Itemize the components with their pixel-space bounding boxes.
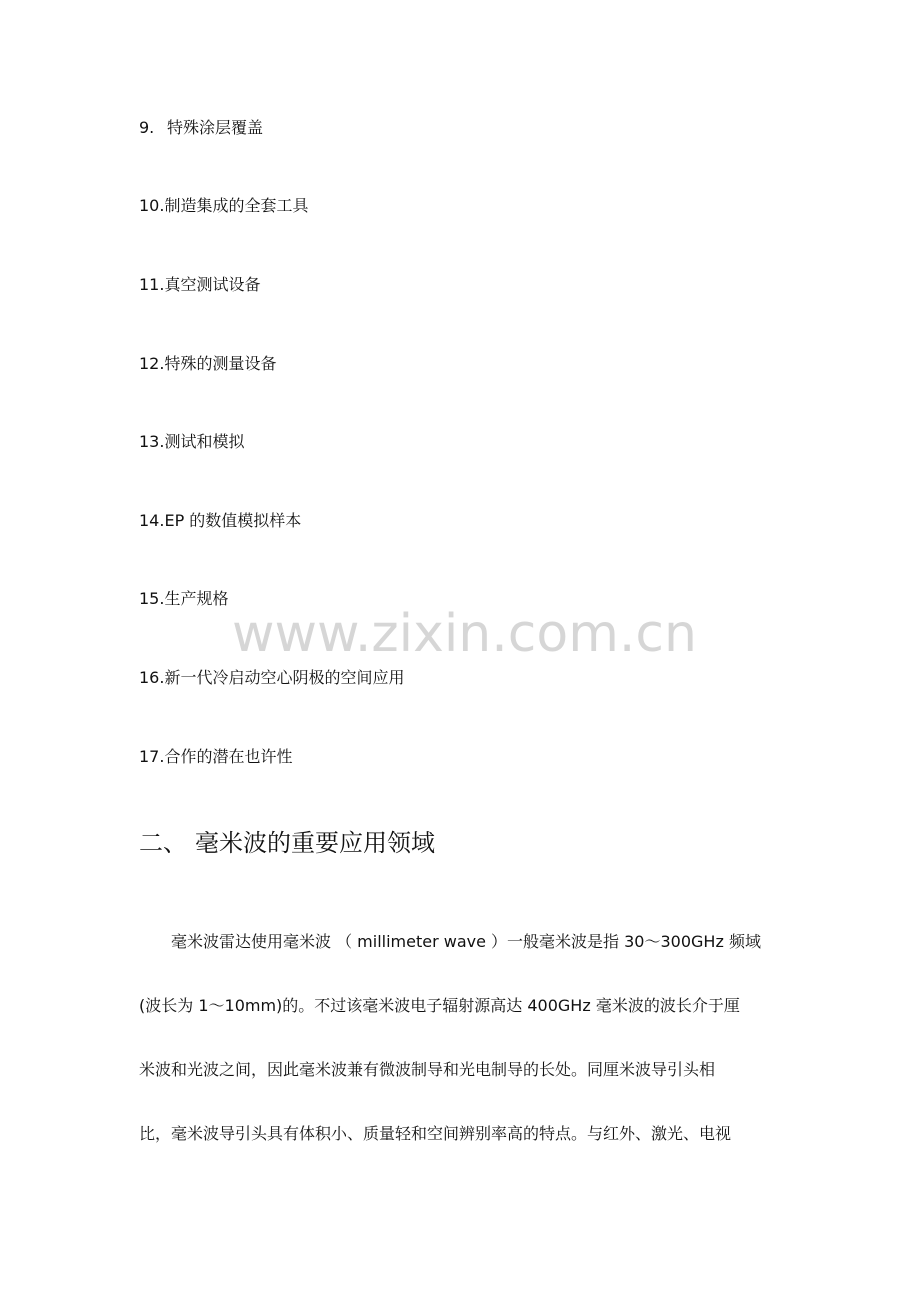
paragraph-line: 米波和光波之间，因此毫米波兼有微波制导和光电制导的长处。同厘米波导引头相 xyxy=(139,1060,716,1079)
watermark: www.zixin.com.cn xyxy=(232,604,697,664)
list-item-number: 14. xyxy=(139,511,165,530)
list-item-text: 测试和模拟 xyxy=(164,432,245,451)
list-item-text: 特殊的测量设备 xyxy=(164,354,277,373)
list-item xyxy=(139,274,260,296)
section-number: 二、 xyxy=(139,829,187,857)
paragraph-line: 比，毫米波导引头具有体积小、质量轻和空间辨别率高的特点。与红外、激光、电视 xyxy=(139,1124,732,1143)
list-item xyxy=(139,746,292,768)
list-item-number: 9. xyxy=(139,118,155,137)
paragraph-line: 毫米波雷达使用毫米波 （ millimeter wave ）一般毫米波是指 30～300GHz 频域 xyxy=(171,932,761,951)
list-item-text: 新一代冷启动空心阴极的空间应用 xyxy=(164,668,405,687)
list-item-text: 合作的潜在也许性 xyxy=(164,747,293,766)
list-item-number: 17. xyxy=(139,747,165,766)
list-item-number: 11. xyxy=(139,275,165,294)
list-item-number: 15. xyxy=(139,589,165,608)
list-item-text: 真空测试设备 xyxy=(164,275,261,294)
list-item xyxy=(139,510,301,532)
list-item xyxy=(139,353,276,375)
paragraph-line: (波长为 1～10mm)的。不过该毫米波电子辐射源高达 400GHz 毫米波的波长介于厘 xyxy=(139,996,740,1015)
list-item xyxy=(139,588,228,610)
list-item xyxy=(139,431,244,453)
list-item-text: 制造集成的全套工具 xyxy=(164,196,309,215)
list-item-number: 12. xyxy=(139,354,165,373)
list-item xyxy=(139,667,404,689)
section-heading xyxy=(139,826,435,860)
list-item-text: 特殊涂层覆盖 xyxy=(167,118,264,137)
section-title: 毫米波的重要应用领域 xyxy=(195,829,435,857)
list-item-number: 16. xyxy=(139,668,165,687)
list-item xyxy=(139,117,263,139)
list-item xyxy=(139,195,308,217)
list-item-text: EP 的数值模拟样本 xyxy=(164,511,302,530)
list-item-text: 生产规格 xyxy=(164,589,229,608)
list-item-number: 13. xyxy=(139,432,165,451)
list-item-number: 10. xyxy=(139,196,165,215)
